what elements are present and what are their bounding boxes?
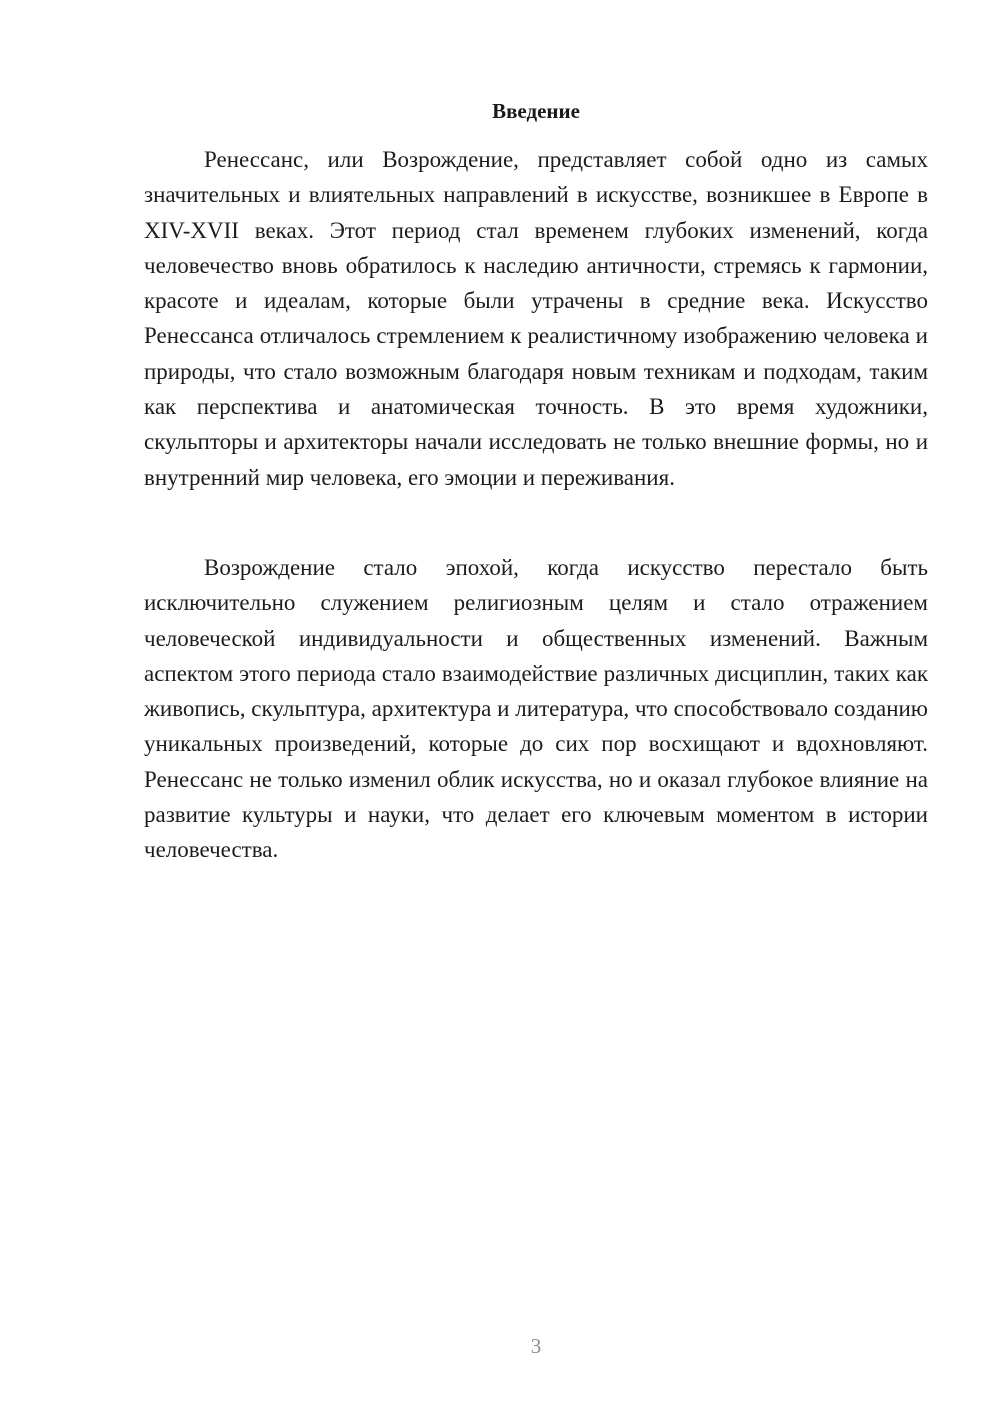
section-heading: Введение bbox=[492, 99, 580, 123]
page-number: 3 bbox=[530, 1334, 542, 1358]
paragraph-intro-2: Возрождение стало эпохой, когда искусство перестало быть исключительно служением религиозным целям и стало отражением человеческой индивидуальности и общественных изменений. Важным аспектом этого периода стало взаимодействие различных дисциплин, таких как живопись, скульптура, архитектура и литература, что способствовало созданию уникальных произведений, которые до сих пор восхищают и вдохновляют. Ренессанс не только изменил облик искусства, но и оказал глубокое влияние на развитие культуры и науки, что делает его ключевым моментом в истории человечества. bbox=[144, 555, 928, 863]
paragraph-intro-1: Ренессанс, или Возрождение, представляет собой одно из самых значительных и влиятельных направлений в искусстве, возникшее в Европе в XIV-XVII веках. Этот период стал временем глубоких изменений, когда человечество вновь обратилось к наследию античности, стремясь к гармонии, красоте и идеалам, которые были утрачены в средние века. Искусство Ренессанса отличалось стремлением к реалистичному изображению человека и природы, что стало возможным благодаря новым техникам и подходам, таким как перспектива и анатомическая точность. В это время художники, скульпторы и архитекторы начали исследовать не только внешние формы, но и внутренний мир человека, его эмоции и переживания. bbox=[144, 147, 928, 490]
